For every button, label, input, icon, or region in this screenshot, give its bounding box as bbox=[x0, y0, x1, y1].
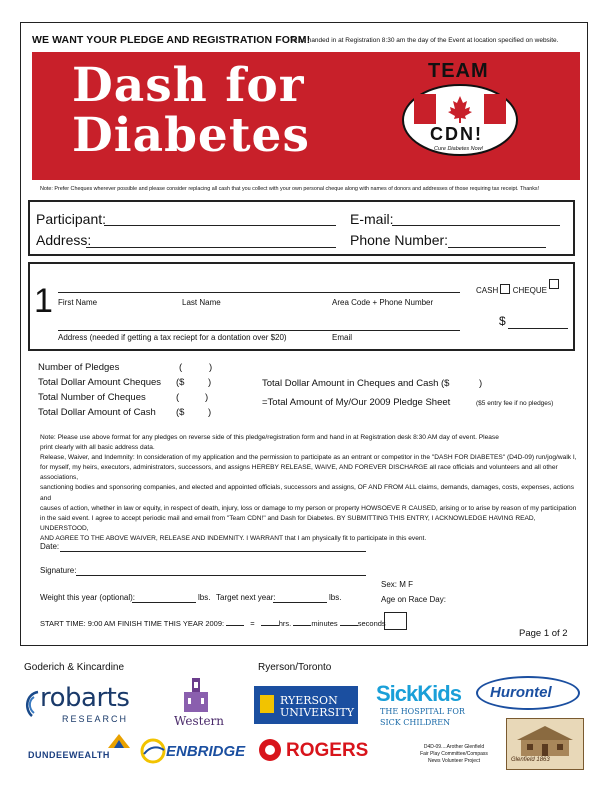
sickkids-logo bbox=[376, 681, 476, 731]
dundeewealth-text: DUNDEEWEALTH bbox=[28, 750, 110, 760]
release-line: in the said event. I agree to accept periodic mail and email from "Team CDN!" and Dash for Diabetes. BY SUBMITTING THIS ENTRY, I ACKNOWLEDGE HAVING READ, UNDERSTOOD, bbox=[40, 514, 536, 532]
rogers-logo bbox=[258, 736, 378, 766]
note-line-1: Note: Please use above format for any pledges on reverse side of this pledge/registration form and hand in at Registration desk 8:30 AM day of event. Please bbox=[40, 434, 499, 441]
logo-cdn-text: CDN! bbox=[430, 124, 483, 144]
pledge-amount-field[interactable] bbox=[508, 315, 568, 329]
date-label: Date: bbox=[40, 542, 60, 551]
total-cheques-label: Total Dollar Amount Cheques bbox=[38, 377, 162, 388]
pledge-number: 1 bbox=[34, 282, 53, 320]
total-cheques-and-cash-label: Total Dollar Amount in Cheques and Cash ($ bbox=[262, 378, 450, 389]
target-label: Target next year: bbox=[216, 593, 276, 602]
title-line1: Dash for bbox=[72, 58, 305, 113]
paren-close-5: ) bbox=[479, 378, 483, 389]
paren-close-4: ) bbox=[208, 407, 212, 418]
note-line-2: print clearly with all basic address data. bbox=[40, 444, 155, 452]
paren-dollar-open-2: ($ bbox=[176, 377, 185, 388]
phone-field[interactable] bbox=[448, 232, 546, 248]
paren-open-3: ( bbox=[176, 392, 180, 403]
research-text: RESEARCH bbox=[62, 714, 129, 724]
credit-line: News Volunteer Project bbox=[428, 758, 480, 764]
dundeewealth-logo bbox=[28, 734, 132, 764]
pledge-email-label: Email bbox=[332, 333, 353, 342]
ryerson-text-2: UNIVERSITY bbox=[280, 706, 354, 719]
total-pledge-sheet-label: =Total Amount of My/Our 2009 Pledge Sheet bbox=[262, 397, 451, 408]
credit-line: Fair Play Committee/Compass bbox=[420, 751, 488, 757]
hurontel-text: Hurontel bbox=[490, 684, 552, 701]
glenfield-year: 1863 bbox=[536, 757, 550, 763]
phone-label: Phone Number: bbox=[350, 232, 449, 248]
seconds-label: seconds bbox=[357, 619, 386, 628]
header-left: WE WANT YOUR PLEDGE AND REGISTRATION FORM! bbox=[32, 34, 311, 46]
release-line: AND AGREE TO THE ABOVE WAIVER, RELEASE AND INDEMNITY. I WARRANT that I am physically fit to participate in this event. bbox=[40, 534, 427, 542]
total-number-cheques-label: Total Number of Cheques bbox=[38, 392, 146, 403]
credit-line: D4D-09....Arother Glenfield bbox=[423, 744, 485, 750]
participant-field[interactable] bbox=[104, 210, 336, 226]
area-code-phone-label: Area Code + Phone Number bbox=[332, 298, 434, 307]
ryerson-logo bbox=[254, 686, 358, 724]
paren-close-2: ) bbox=[208, 377, 212, 388]
logo-tagline: Cure Diabetes Now! bbox=[434, 146, 484, 152]
header-right: To be handed in at Registration 8:30 am the day of the Event at location specified on website. bbox=[290, 37, 559, 44]
hurontel-logo bbox=[476, 676, 580, 710]
target-field[interactable] bbox=[273, 592, 327, 603]
western-logo bbox=[174, 676, 228, 730]
entry-fee-note: ($5 entry fee if no pledges) bbox=[476, 400, 554, 407]
address-field[interactable] bbox=[86, 232, 336, 248]
lbs-label-1: lbs. bbox=[198, 593, 211, 602]
time-row bbox=[40, 619, 386, 628]
cheque-note: Note: Prefer Cheques wherever possible and please consider replacing all cash that you collect with your own personal cheque along with names of donors and addresses of those requiring tax receipt. Thanks! bbox=[40, 186, 540, 192]
first-name-label: First Name bbox=[58, 298, 98, 307]
paren-close-3: ) bbox=[205, 392, 209, 403]
address-note: Address (needed if getting a tax reciept for a dontation over $20) bbox=[58, 333, 287, 342]
waiver-text bbox=[40, 433, 580, 544]
signature-label: Signature: bbox=[40, 566, 77, 575]
finish-hours-field[interactable] bbox=[226, 625, 244, 626]
robarts-logo bbox=[22, 683, 142, 728]
ryerson-text-1: RYERSON bbox=[280, 694, 338, 707]
credits bbox=[404, 744, 504, 765]
title-line2: Diabetes bbox=[72, 108, 310, 163]
cash-checkbox[interactable] bbox=[500, 284, 510, 294]
robarts-text: robarts bbox=[40, 683, 130, 713]
release-line: Release, Waiver, and Indemnity: In consideration of my application and the permission to participate as an entrant or competitor in the "DASH FOR DIABETES" (D4D-09) run/jog/walk I, bbox=[40, 454, 577, 462]
lbs-label-2: lbs. bbox=[329, 593, 342, 602]
release-line: for myself, my heirs, executors, administrators, successors, and assigns HEREBY RELEASE, WAIVE, AND FOREVER DISCHARGE all race officials and volunteers and all other associations, bbox=[40, 464, 558, 482]
pledge-amount-dollar: $ bbox=[499, 314, 506, 328]
release-line: sanctioning bodies and sponsoring companies, and elected and appointed officials, successors and assigns, OF AND FROM ALL claims, demands, damages, costs, expenses, actions and bbox=[40, 484, 575, 502]
western-text: Western bbox=[174, 714, 225, 728]
minutes-label: minutes bbox=[311, 619, 338, 628]
hrs-field[interactable] bbox=[261, 625, 279, 626]
hrs-label: hrs. bbox=[278, 619, 292, 628]
region-left-label: Goderich & Kincardine bbox=[24, 662, 125, 673]
rogers-text: ROGERS bbox=[286, 740, 369, 761]
minutes-field[interactable] bbox=[293, 625, 311, 626]
glenfield-caption bbox=[511, 757, 550, 763]
sex-label: Sex: M F bbox=[381, 580, 414, 589]
logo-team-text: TEAM bbox=[428, 60, 489, 82]
paren-open-1: ( bbox=[179, 362, 183, 373]
equals-sign: = bbox=[250, 619, 255, 628]
rogers-swirl-icon bbox=[258, 738, 282, 762]
cheque-label: CHEQUE bbox=[512, 286, 547, 295]
signature-field[interactable] bbox=[76, 565, 366, 576]
region-right-label: Ryerson/Toronto bbox=[258, 662, 332, 673]
participant-label: Participant: bbox=[36, 211, 107, 227]
number-of-pledges-label: Number of Pledges bbox=[38, 362, 120, 373]
last-name-label: Last Name bbox=[182, 298, 221, 307]
weight-label: Weight this year (optional): bbox=[40, 593, 136, 602]
enbridge-logo bbox=[140, 736, 244, 766]
cash-label: CASH bbox=[476, 286, 499, 295]
date-field[interactable] bbox=[60, 541, 366, 552]
pledge-address-field[interactable] bbox=[58, 318, 460, 331]
sickkids-sub-2: SICK CHILDREN bbox=[380, 718, 451, 727]
email-field[interactable] bbox=[392, 210, 560, 226]
ryerson-crest-icon bbox=[260, 695, 274, 713]
enbridge-swoosh-icon bbox=[140, 738, 166, 764]
release-line: causes of action, whether in law or equity, in respect of death, injury, loss or damage to my person or property HOWSOEVE R CAUSED, arising or to arise by reason of my participation bbox=[40, 504, 577, 512]
paren-close-1: ) bbox=[209, 362, 213, 373]
start-time-label: START TIME: 9:00 AM FINISH TIME THIS YEAR 2009: bbox=[40, 619, 225, 628]
glenfield-name: Glenfield bbox=[511, 757, 535, 763]
western-tower-icon bbox=[180, 676, 212, 714]
seconds-field[interactable] bbox=[340, 625, 358, 626]
pledge-name-field[interactable] bbox=[58, 280, 460, 293]
sickkids-text: SickKids bbox=[376, 681, 461, 706]
team-cdn-logo bbox=[400, 58, 520, 158]
sickkids-sub-1: THE HOSPITAL FOR bbox=[380, 707, 465, 716]
glenfield-image bbox=[506, 718, 584, 770]
dundeewealth-arrow-icon bbox=[108, 734, 130, 748]
email-label: E-mail: bbox=[350, 211, 394, 227]
race-number-box[interactable] bbox=[384, 612, 407, 630]
event-title bbox=[72, 58, 310, 163]
paren-dollar-open-4: ($ bbox=[176, 407, 185, 418]
robarts-swirl-icon bbox=[22, 689, 42, 719]
enbridge-text: ENBRIDGE bbox=[166, 743, 246, 760]
total-cash-label: Total Dollar Amount of Cash bbox=[38, 407, 156, 418]
address-label: Address: bbox=[36, 232, 92, 248]
payment-type bbox=[476, 284, 547, 295]
age-label: Age on Race Day: bbox=[381, 595, 446, 604]
page-number: Page 1 of 2 bbox=[519, 628, 568, 639]
cheque-checkbox[interactable] bbox=[549, 279, 559, 289]
weight-field[interactable] bbox=[132, 592, 196, 603]
glenfield-house-icon bbox=[513, 722, 577, 756]
